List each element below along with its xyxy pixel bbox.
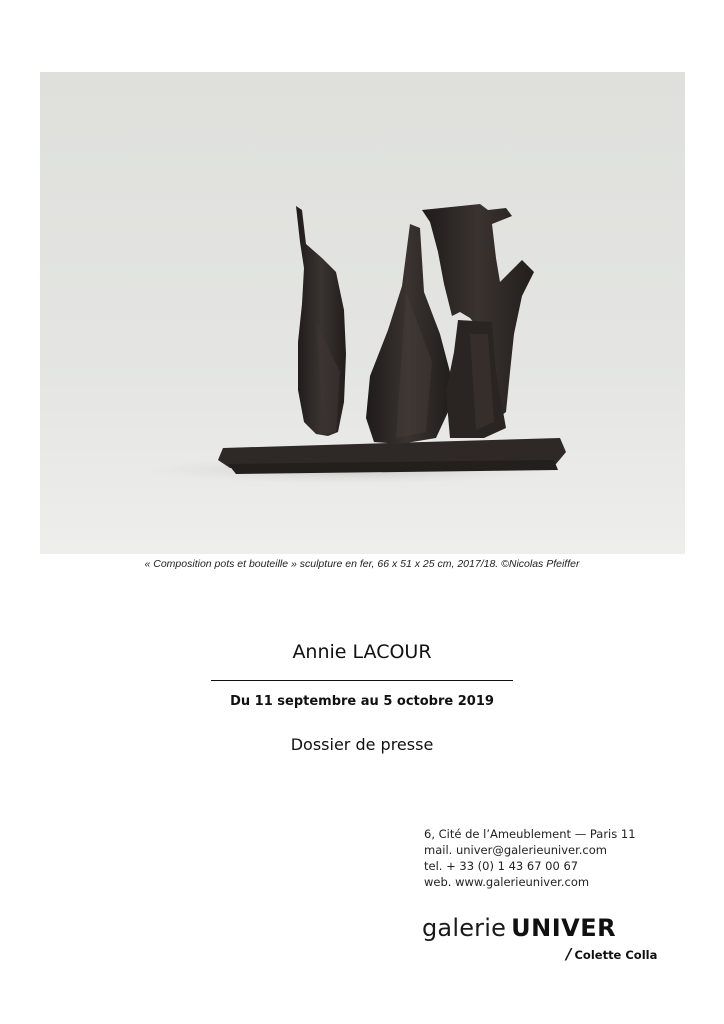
- gallery-logo: [422, 914, 616, 942]
- exhibition-dates: Du 11 septembre au 5 octobre 2019: [230, 694, 494, 709]
- contact-block: [424, 826, 636, 890]
- sculpture-image: [40, 72, 685, 554]
- logo-subtitle-text: Colette Colla: [574, 948, 658, 962]
- mail-line: mail. univer@galerieuniver.com: [424, 843, 607, 857]
- artist-name: Annie LACOUR: [292, 641, 432, 663]
- logo-word-galerie: galerie: [422, 914, 507, 942]
- logo-slash: /: [566, 945, 572, 963]
- logo-word-univer: UNIVER: [511, 914, 617, 942]
- address-line: 6, Cité de l’Ameublement — Paris 11: [424, 827, 636, 841]
- web-line: web. www.galerieuniver.com: [424, 875, 590, 889]
- sculpture-photo: [40, 72, 685, 554]
- tel-line: tel. + 33 (0) 1 43 67 00 67: [424, 859, 579, 873]
- title-divider: [211, 680, 513, 681]
- photo-caption: « Composition pots et bouteille » sculpture en fer, 66 x 51 x 25 cm, 2017/18. ©Nicolas Pfeiffer: [144, 558, 580, 570]
- logo-subtitle: [566, 945, 657, 963]
- document-type: Dossier de presse: [290, 735, 434, 754]
